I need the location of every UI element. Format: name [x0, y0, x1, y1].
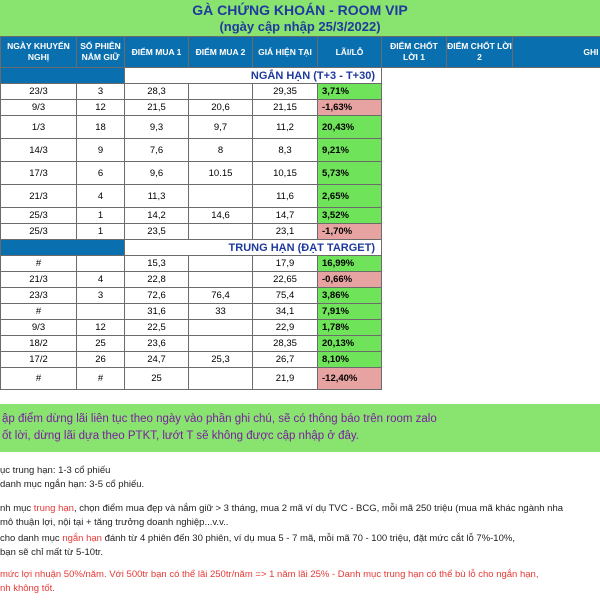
section-row-short-term	[1, 68, 600, 84]
cell-date: 21/3	[1, 272, 77, 288]
cell-date: 23/3	[1, 288, 77, 304]
cell-buy1: 28,3	[125, 84, 189, 100]
hidden-notes-area	[382, 68, 600, 84]
header-buy2: ĐIỂM MUA 2	[189, 37, 253, 68]
cell-buy1: 72,6	[125, 288, 189, 304]
note-line-6: bạn sẽ chỉ mất từ 5-10tr.	[0, 547, 103, 558]
cell-sessions: 12	[77, 100, 125, 116]
cell-sessions: 3	[77, 84, 125, 100]
header-tp1: ĐIỂM CHỐT LỜI 1	[382, 37, 447, 68]
cell-buy1: 21,5	[125, 100, 189, 116]
cell-price: 22,9	[253, 320, 318, 336]
cell-date: 9/3	[1, 100, 77, 116]
table-row	[1, 368, 600, 390]
table-row	[1, 208, 600, 224]
cell-buy2: 10.15	[189, 162, 253, 185]
cell-price: 34,1	[253, 304, 318, 320]
cell-buy2	[189, 336, 253, 352]
cell-profit-loss: 3,71%	[318, 84, 382, 100]
cell-buy2: 14,6	[189, 208, 253, 224]
cell-price: 26,7	[253, 352, 318, 368]
cell-date: 25/3	[1, 208, 77, 224]
cell-profit-loss: 20,43%	[318, 116, 382, 139]
header-tp2: ĐIỂM CHỐT LỜI 2	[447, 37, 513, 68]
section-left-fill	[1, 240, 125, 256]
cell-date: 25/3	[1, 224, 77, 240]
table-row	[1, 352, 600, 368]
table-row	[1, 162, 600, 185]
cell-profit-loss: 16,99%	[318, 256, 382, 272]
notice-line-1: ập điểm dừng lãi liên tục theo ngày vào phần ghi chú, sẽ có thông báo trên room zalo	[2, 413, 437, 425]
cell-date: #	[1, 368, 77, 390]
cell-price: 21,15	[253, 100, 318, 116]
cell-sessions: #	[77, 368, 125, 390]
cell-sessions: 25	[77, 336, 125, 352]
note-line-3-a: nh mục	[0, 503, 34, 514]
cell-date: 23/3	[1, 84, 77, 100]
cell-buy1: 23,6	[125, 336, 189, 352]
cell-buy1: 7,6	[125, 139, 189, 162]
cell-price: 17,9	[253, 256, 318, 272]
cell-buy1: 14,2	[125, 208, 189, 224]
cell-buy1: 31,6	[125, 304, 189, 320]
cell-buy2	[189, 368, 253, 390]
recommendation-table	[0, 36, 600, 390]
cell-sessions	[77, 256, 125, 272]
cell-profit-loss: -1,70%	[318, 224, 382, 240]
cell-profit-loss: 1,78%	[318, 320, 382, 336]
note-line-5-highlight: ngắn hạn	[62, 533, 102, 544]
cell-price: 29,35	[253, 84, 318, 100]
cell-profit-loss: 5,73%	[318, 162, 382, 185]
note-line-2: danh mục ngắn hạn: 3-5 cổ phiếu.	[0, 479, 145, 490]
note-line-5	[0, 533, 515, 544]
cell-date: 1/3	[1, 116, 77, 139]
cell-date: 17/3	[1, 162, 77, 185]
table-row	[1, 100, 600, 116]
cell-buy1: 23,5	[125, 224, 189, 240]
table-row	[1, 116, 600, 139]
cell-price: 21,9	[253, 368, 318, 390]
notice-box	[0, 404, 600, 452]
cell-price: 75,4	[253, 288, 318, 304]
note-line-5-a: cho danh mục	[0, 533, 63, 544]
header-sessions: SỐ PHIÊN NẮM GIỮ	[77, 37, 125, 68]
cell-date: 18/2	[1, 336, 77, 352]
cell-date: #	[1, 304, 77, 320]
cell-buy2	[189, 256, 253, 272]
cell-buy2: 8	[189, 139, 253, 162]
cell-sessions: 26	[77, 352, 125, 368]
cell-profit-loss: 7,91%	[318, 304, 382, 320]
cell-price: 22,65	[253, 272, 318, 288]
table-row	[1, 288, 600, 304]
mid-term-rows	[1, 256, 600, 390]
note-line-4: mô thuận lợi, nội tại + tăng trưởng doanh nghiệp...v.v..	[0, 517, 229, 528]
section-title-short-term: NGẮN HẠN (T+3 - T+30)	[125, 68, 382, 84]
cell-sessions: 4	[77, 185, 125, 208]
cell-date: #	[1, 256, 77, 272]
cell-sessions: 9	[77, 139, 125, 162]
cell-buy1: 22,5	[125, 320, 189, 336]
note-line-3-c: , chọn điểm mua đẹp và nắm giữ > 3 tháng, mua 2 mã ví dụ TVC - BCG, mỗi mã 250 triệu (mua mã khác ngành nha	[73, 503, 564, 514]
cell-date: 9/3	[1, 320, 77, 336]
note-line-7: mức lợi nhuận 50%/năm. Với 500tr bạn có thể lãi 250tr/năm => 1 năm lãi 25% - Danh mục trung hạn có thể bù lỗ cho ngắn hạn,	[0, 569, 539, 580]
cell-buy2: 33	[189, 304, 253, 320]
cell-sessions: 12	[77, 320, 125, 336]
note-line-5-c: đánh từ 4 phiên đến 30 phiên, ví dụ mua 5 - 7 mã, mỗi mã 70 - 100 triệu, đặt mức cắt lỗ 7%-10%,	[101, 533, 515, 544]
notice-line-2: ốt lời, dừng lãi dựa theo PTKT, lướt T sẽ không được cập nhập ở đây.	[2, 430, 359, 442]
cell-price: 14,7	[253, 208, 318, 224]
note-line-1: ục trung hạn: 1-3 cổ phiếu	[0, 465, 111, 476]
section-row-mid-term	[1, 240, 600, 256]
cell-buy2: 20,6	[189, 100, 253, 116]
cell-sessions: 18	[77, 116, 125, 139]
cell-profit-loss: -0,66%	[318, 272, 382, 288]
cell-price: 28,35	[253, 336, 318, 352]
cell-profit-loss: 20,13%	[318, 336, 382, 352]
title-banner	[0, 0, 600, 36]
cell-buy2: 25,3	[189, 352, 253, 368]
cell-profit-loss: 9,21%	[318, 139, 382, 162]
table-row	[1, 185, 600, 208]
cell-sessions: 1	[77, 208, 125, 224]
cell-buy2	[189, 84, 253, 100]
cell-price: 10,15	[253, 162, 318, 185]
cell-buy1: 15,3	[125, 256, 189, 272]
cell-profit-loss: 3,86%	[318, 288, 382, 304]
cell-date: 17/2	[1, 352, 77, 368]
header-price: GIÁ HIỆN TẠI	[253, 37, 318, 68]
cell-profit-loss: -1,63%	[318, 100, 382, 116]
cell-buy2	[189, 320, 253, 336]
table-row	[1, 84, 600, 100]
section-title-mid-term: TRUNG HẠN (ĐẠT TARGET)	[125, 240, 382, 256]
cell-buy2	[189, 272, 253, 288]
table-row	[1, 320, 600, 336]
cell-sessions: 6	[77, 162, 125, 185]
sheet-subtitle: (ngày cập nhập 25/3/2022)	[219, 19, 381, 34]
cell-buy1: 11,3	[125, 185, 189, 208]
note-line-3	[0, 503, 563, 514]
sheet-title: GÀ CHỨNG KHOÁN - ROOM VIP	[192, 2, 408, 18]
header-pl: LÃI/LỖ	[318, 37, 382, 68]
cell-profit-loss: 3,52%	[318, 208, 382, 224]
table-header-row	[1, 37, 600, 68]
cell-buy2	[189, 185, 253, 208]
cell-buy1: 24,7	[125, 352, 189, 368]
table-row	[1, 336, 600, 352]
short-term-rows	[1, 84, 600, 240]
header-date: NGÀY KHUYẾN NGHỊ	[1, 37, 77, 68]
table-row	[1, 139, 600, 162]
cell-price: 23,1	[253, 224, 318, 240]
section-left-fill	[1, 68, 125, 84]
table-row	[1, 224, 600, 240]
cell-date: 21/3	[1, 185, 77, 208]
table-row	[1, 256, 600, 272]
cell-buy2: 76,4	[189, 288, 253, 304]
cell-buy2	[189, 224, 253, 240]
cell-profit-loss: -12,40%	[318, 368, 382, 390]
cell-sessions: 3	[77, 288, 125, 304]
cell-profit-loss: 8,10%	[318, 352, 382, 368]
cell-buy1: 9,3	[125, 116, 189, 139]
table-row	[1, 272, 600, 288]
hidden-notes-area	[382, 240, 600, 256]
cell-buy1: 9,6	[125, 162, 189, 185]
note-line-8: nh không tốt.	[0, 583, 55, 594]
cell-price: 8,3	[253, 139, 318, 162]
cell-price: 11,2	[253, 116, 318, 139]
cell-sessions: 4	[77, 272, 125, 288]
table-row	[1, 304, 600, 320]
cell-sessions: 1	[77, 224, 125, 240]
header-buy1: ĐIỂM MUA 1	[125, 37, 189, 68]
cell-buy1: 25	[125, 368, 189, 390]
cell-buy2: 9,7	[189, 116, 253, 139]
header-note: GHI	[513, 37, 600, 68]
note-line-3-highlight: trung hạn	[33, 503, 74, 514]
cell-sessions	[77, 304, 125, 320]
cell-profit-loss: 2,65%	[318, 185, 382, 208]
cell-buy1: 22,8	[125, 272, 189, 288]
cell-price: 11,6	[253, 185, 318, 208]
cell-date: 14/3	[1, 139, 77, 162]
